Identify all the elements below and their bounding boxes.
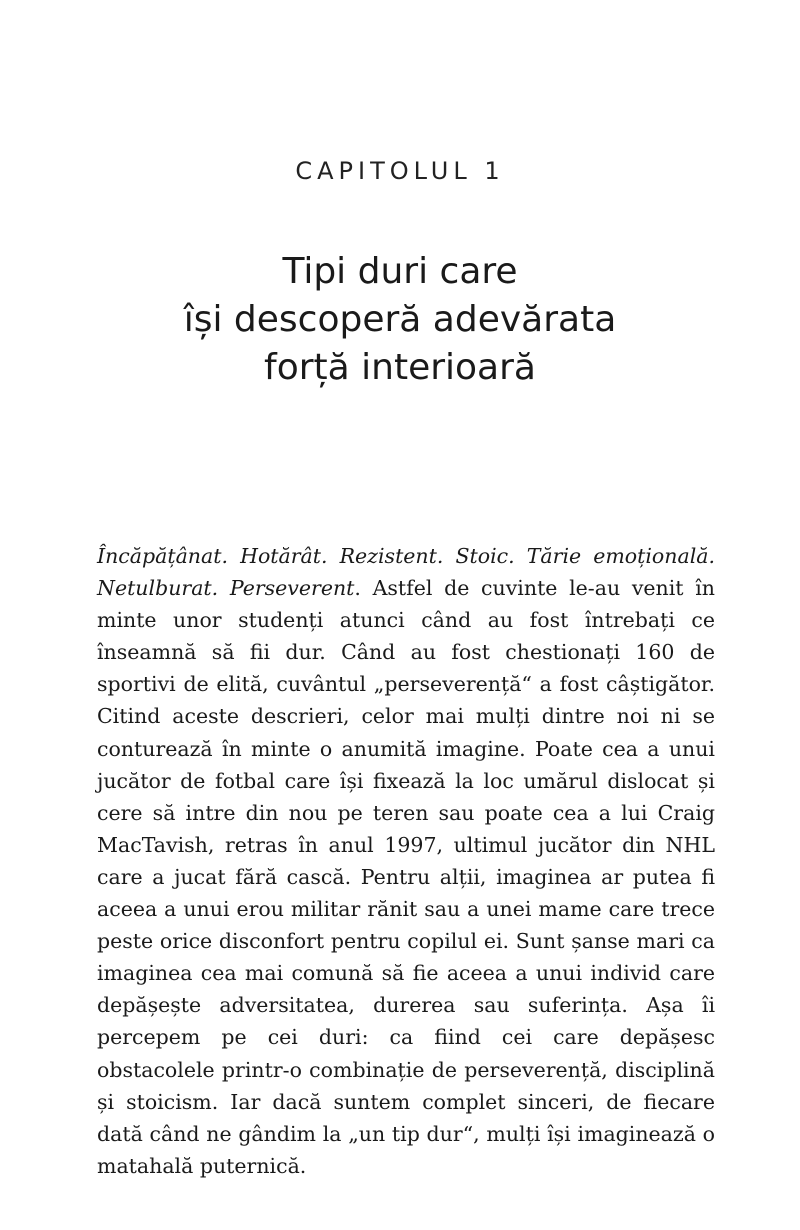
- paragraph-text: . Astfel de cuvinte le-au venit în minte unor studenți atunci când au fost întrebați ce înseamnă să fii dur. Când au fost chestionați 160 de sportivi de elită, cuvântul „perseverență“ a fost câștigător. Citind aceste descrieri, celor mai mulți dintre noi ni se conturează în minte o anumită imagine. Poate cea a unui jucător de fotbal care își fixează la loc umărul dislocat și cere să intre din nou pe teren sau poate cea a lui Craig MacTavish, retras în anul 1997, ultimul jucător din NHL care a jucat fără cască. Pentru alții, imaginea ar putea fi aceea a unui erou militar rănit sau a unei mame care trece peste orice disconfort pentru copilul ei. Sunt șanse mari ca imaginea cea mai comună să fie aceea a unui individ care depășește adversitatea, durerea sau suferința. Așa îi percepem pe cei duri: ca fiind cei care depășesc obstacolele printr-o combinație de perseverență, disciplină și stoicism. Iar dacă suntem complet sinceri, de fiecare dată când ne gândim la „un tip dur“, mulți își imaginează o matahală puternică.: [97, 576, 715, 1178]
- chapter-title-line-3: forță interioară: [264, 347, 536, 388]
- italic-lead: Încăpățânat. Hotărât. Rezistent. Stoic. Tărie emoțională. Netulburat. Perseverent: [97, 544, 715, 601]
- chapter-title-line-2: își descoperă adevărata: [183, 299, 617, 340]
- chapter-title-line-1: Tipi duri care: [282, 251, 518, 292]
- chapter-label: CAPITOLUL 1: [295, 157, 505, 185]
- chapter-title: [0, 248, 800, 392]
- body-paragraph: [97, 540, 715, 1182]
